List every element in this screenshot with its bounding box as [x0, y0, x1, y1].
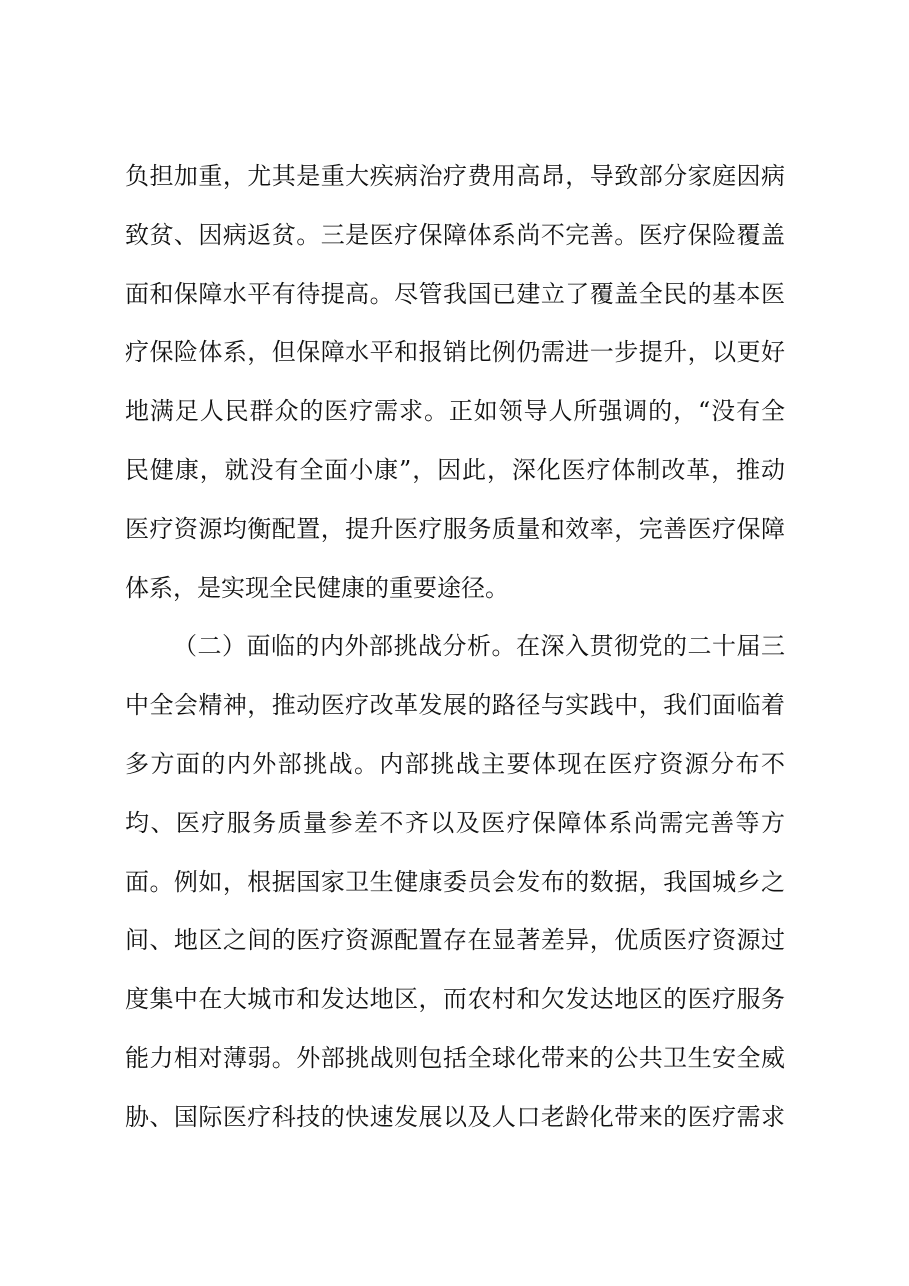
text-line: 致贫、因病返贫。三是医疗保障体系尚不完善。医疗保险覆盖	[125, 220, 785, 249]
text-line: 疗保险体系，但保障水平和报销比例仍需进一步提升，以更好	[125, 338, 785, 367]
text-line: 负担加重，尤其是重大疾病治疗费用高昂，导致部分家庭因病	[125, 162, 785, 190]
text-line: 均、医疗服务质量参差不齐以及医疗保障体系尚需完善等方	[125, 808, 785, 837]
text-line: 面和保障水平有待提高。尽管我国已建立了覆盖全民的基本医	[125, 279, 785, 308]
text-line: 民健康，就没有全面小康”，因此，深化医疗体制改革，推动	[125, 455, 785, 484]
text-line: 度集中在大城市和发达地区，而农村和欠发达地区的医疗服务	[125, 985, 785, 1014]
text-line: 胁、国际医疗科技的快速发展以及人口老龄化带来的医疗需求	[125, 1102, 785, 1131]
paragraph-end-line: 体系，是实现全民健康的重要途径。	[125, 573, 509, 602]
text-line: 中全会精神，推动医疗改革发展的路径与实践中，我们面临着	[125, 691, 785, 720]
section-heading-line: （二）面临的内外部挑战分析。在深入贯彻党的二十届三	[173, 632, 785, 661]
text-line: 面。例如，根据国家卫生健康委员会发布的数据，我国城乡之	[125, 867, 785, 896]
text-line: 间、地区之间的医疗资源配置存在显著差异，优质医疗资源过	[125, 926, 785, 955]
text-line: 多方面的内外部挑战。内部挑战主要体现在医疗资源分布不	[125, 749, 785, 778]
text-line: 地满足人民群众的医疗需求。正如领导人所强调的，“没有全	[125, 397, 785, 426]
text-line: 医疗资源均衡配置，提升医疗服务质量和效率，完善医疗保障	[125, 514, 785, 543]
text-line: 能力相对薄弱。外部挑战则包括全球化带来的公共卫生安全威	[125, 1043, 785, 1072]
body-text	[125, 147, 785, 1147]
